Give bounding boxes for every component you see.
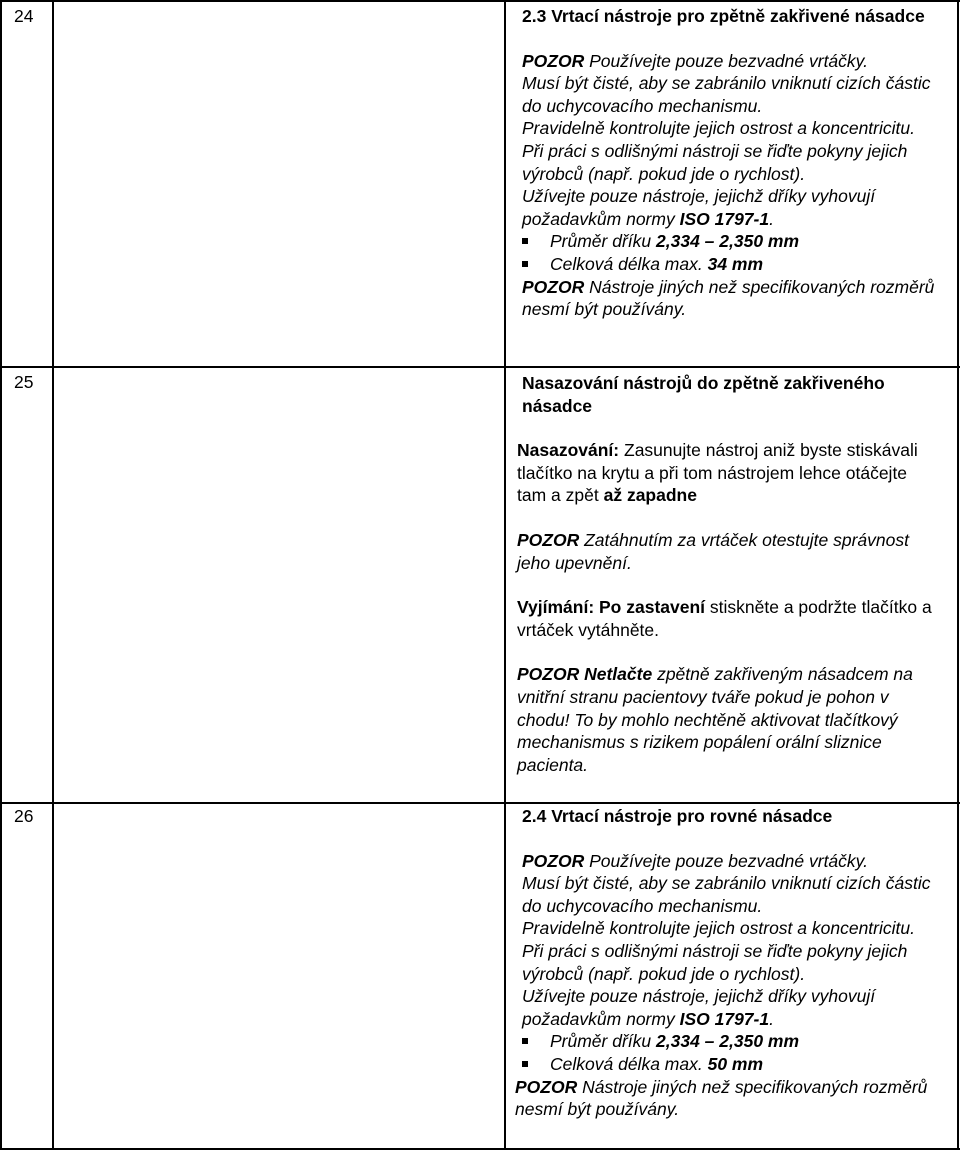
instruction-text: Pravidelně kontrolujte jejich ostrost a koncentricitu.	[522, 118, 915, 139]
warning-keyword: POZOR	[522, 276, 585, 297]
column-divider-1	[52, 0, 54, 1150]
section-heading: 2.3 Vrtací nástroje pro zpětně zakřivené násadce	[522, 6, 925, 26]
warning-paragraph: POZOR Používejte pouze bezvadné vrtáčky.	[522, 850, 868, 871]
norm-requirement: Užívejte pouze nástroje, jejichž dříky vyhovují požadavkům normy ISO 1797-1.	[522, 186, 876, 229]
instruction-text: Musí být čisté, aby se zabránilo vniknutí cizích částic do uchycovacího mechanismu.	[522, 873, 931, 916]
row-number-26: 26	[14, 806, 34, 826]
insert-instructions: Nasazování: Zasunujte nástroj aniž byste stiskávali tlačítko na krytu a při tom nástrojem lehce otáčejte tam a zpět až zapadne	[517, 440, 918, 506]
warning-paragraph: POZOR Používejte pouze bezvadné vrtáčky.	[522, 50, 868, 71]
warning-keyword: POZOR	[515, 1076, 578, 1097]
row-divider-24-25	[0, 366, 960, 368]
row-25-content	[517, 372, 937, 776]
instruction-text: Při práci s odlišnými nástroji se řiďte pokyny jejich výrobců (např. pokud jde o rychlost).	[522, 140, 908, 184]
bullet-item: Průměr dříku 2,334 – 2,350 mm	[522, 230, 942, 253]
norm-requirement: Užívejte pouze nástroje, jejichž dříky vyhovují požadavkům normy ISO 1797-1.	[522, 986, 876, 1029]
warning-paragraph: POZOR Nástroje jiných než specifikovaných rozměrů nesmí být používány.	[515, 1076, 928, 1120]
warning-keyword: POZOR	[517, 529, 580, 550]
warning-keyword: POZOR	[522, 50, 585, 71]
column-divider-2	[504, 0, 506, 1150]
remove-instructions: Vyjímání: Po zastavení stiskněte a podržte tlačítko a vrtáček vytáhněte.	[517, 597, 932, 640]
instruction-text: Musí být čisté, aby se zabránilo vniknutí cizích částic do uchycovacího mechanismu.	[522, 73, 931, 116]
table-border-top	[0, 0, 960, 2]
instruction-text: Pravidelně kontrolujte jejich ostrost a koncentricitu.	[522, 918, 915, 939]
warning-paragraph: POZOR Zatáhnutím za vrtáček otestujte správnost jeho upevnění.	[517, 529, 909, 573]
row-divider-25-26	[0, 802, 960, 804]
norm-code: ISO 1797-1	[679, 208, 770, 229]
warning-keyword: POZOR	[522, 850, 585, 871]
table-border-right	[957, 0, 959, 1150]
instruction-text: Při práci s odlišnými nástroji se řiďte pokyny jejich výrobců (např. pokud jde o rychlost).	[522, 940, 908, 984]
section-heading: Nasazování nástrojů do zpětně zakřiveného násadce	[522, 373, 885, 416]
row-26-content	[515, 805, 935, 1121]
bullet-item: Průměr dříku 2,334 – 2,350 mm	[522, 1030, 935, 1053]
bullet-item: Celková délka max. 34 mm	[522, 253, 942, 276]
section-heading: 2.4 Vrtací nástroje pro rovné násadce	[522, 806, 833, 826]
warning-paragraph: POZOR Netlačte zpětně zakřiveným násadcem na vnitřní stranu pacientovy tváře pokud je pohon v chodu! To by mohlo nechtěně aktivovat tlačítkový mechanismus s rizikem popálení orální sliznice pacienta.	[517, 664, 913, 775]
table-border-left	[0, 0, 2, 1150]
bullet-item: Celková délka max. 50 mm	[522, 1053, 935, 1076]
warning-paragraph: POZOR Nástroje jiných než specifikovaných rozměrů nesmí být používány.	[522, 276, 935, 320]
warning-keyword: POZOR Netlačte	[517, 664, 653, 685]
row-24-content	[522, 5, 942, 321]
norm-code: ISO 1797-1	[679, 1008, 770, 1029]
row-number-24: 24	[14, 6, 34, 26]
row-number-25: 25	[14, 372, 34, 392]
